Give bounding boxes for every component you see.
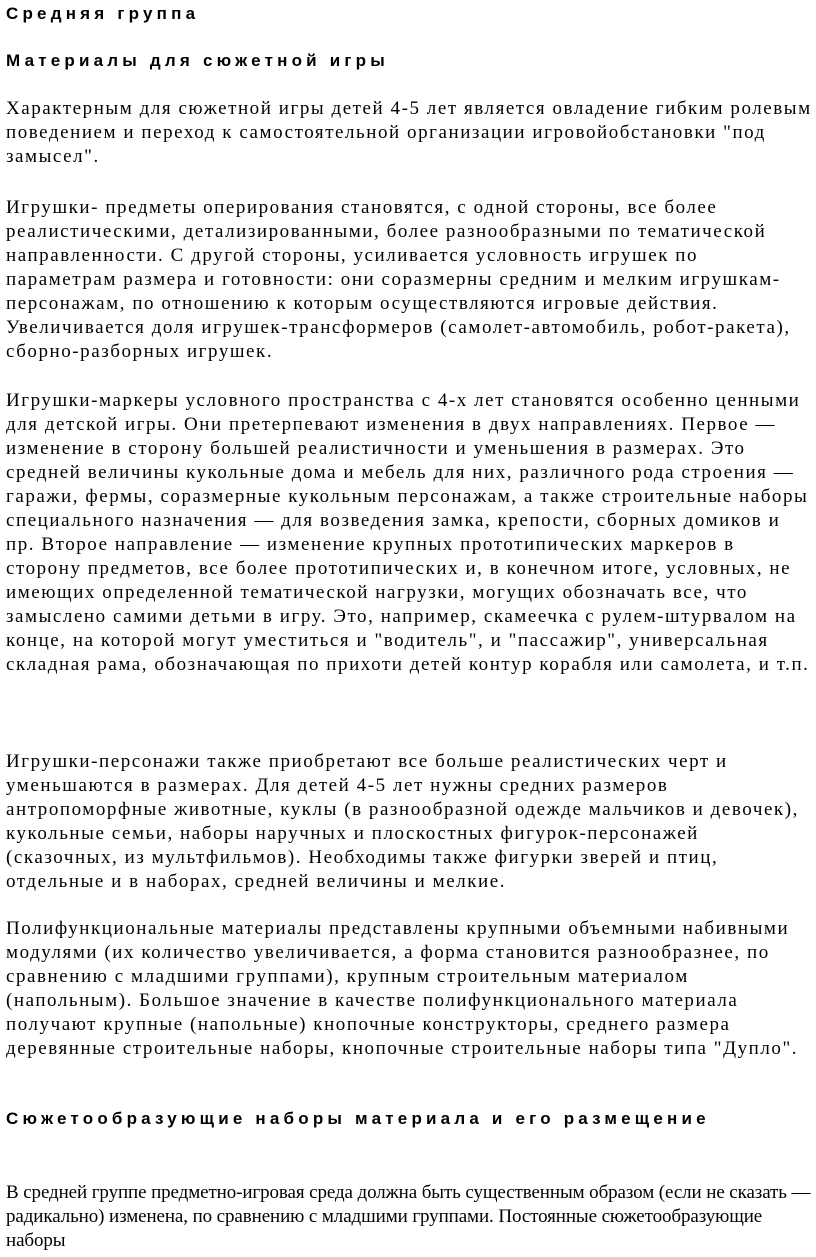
paragraph-multifunctional: Полифункциональные материалы представлены крупными объемными набивными модулями (их количество увеличивается, а форма становится разнообразнее, по сравнению с младшими группами), крупным строительным материалом (напольным). Большое значение в качестве полифункционального материала получают крупные (напольные) кнопочные конструкторы, среднего размера деревянные строительные наборы, кнопочные строительные наборы типа "Дупло".	[6, 918, 799, 1059]
paragraph-space-markers: Игрушки-маркеры условного пространства с 4-х лет становятся особенно ценными для детской игры. Они претерпевают изменения в двух направлениях. Первое — изменение в сторону большей реалистичности и уменьшения в размерах. Это средней величины кукольные дома и мебель для них, различного рода строения — гаражи, фермы, соразмерные кукольным персонажам, а также строительные наборы специального назначения — для возведения замка, крепости, сборных домиков и пр. Второе направление — изменение крупных прототипических маркеров в сторону предметов, все более прототипических и, в конечном итоге, условных, не имеющих определенной тематической нагрузки, могущих обозначать все, что замыслено самими детьми в игру. Это, например, скамеечка с рулем-штурвалом на конце, на которой могут уместиться и "водитель", и "пассажир", универсальная складная рама, обозначающая по прихоти детей контур корабля или самолета, и т.п.	[6, 390, 810, 675]
section-title: Материалы для сюжетной игры	[6, 51, 389, 70]
paragraph-intro: Характерным для сюжетной игры детей 4-5 лет является овладение гибким ролевым поведением и переход к самостоятельной организации игровойобстановки "под замысел".	[6, 98, 812, 167]
paragraph-toy-characters: Игрушки-персонажи также приобретают все больше реалистических черт и уменьшаются в размерах. Для детей 4-5 лет нужны средних размеров антропоморфные животные, куклы (в разнообразной одежде мальчиков и девочек), кукольные семьи, наборы наручных и плоскостных фигурок-персонажей (сказочных, из мультфильмов). Необходимы также фигурки зверей и птиц, отдельные и в наборах, средней величины и мелкие.	[6, 751, 799, 892]
paragraph-toy-objects: Игрушки- предметы оперирования становятся, с одной стороны, все более реалистическими, детализированными, более разнообразными по тематической направленности. С другой стороны, усиливается условность игрушек по параметрам размера и готовности: они соразмерны средним и мелким игрушкам-персонажам, по отношению к которым осуществляются игровые действия. Увеличивается доля игрушек-трансформеров (самолет-автомобиль, робот-ракета), сборно-разборных игрушек.	[6, 197, 791, 362]
document-title: Средняя группа	[6, 4, 200, 23]
paragraph-final: В средней группе предметно-игровая среда должна быть существенным образом (если не сказать — радикально) изменена, по сравнению с младшими группами. Постоянные сюжетообразующие наборы	[6, 1182, 811, 1251]
subsection-title: Сюжетообразующие наборы материала и его размещение	[6, 1109, 710, 1128]
